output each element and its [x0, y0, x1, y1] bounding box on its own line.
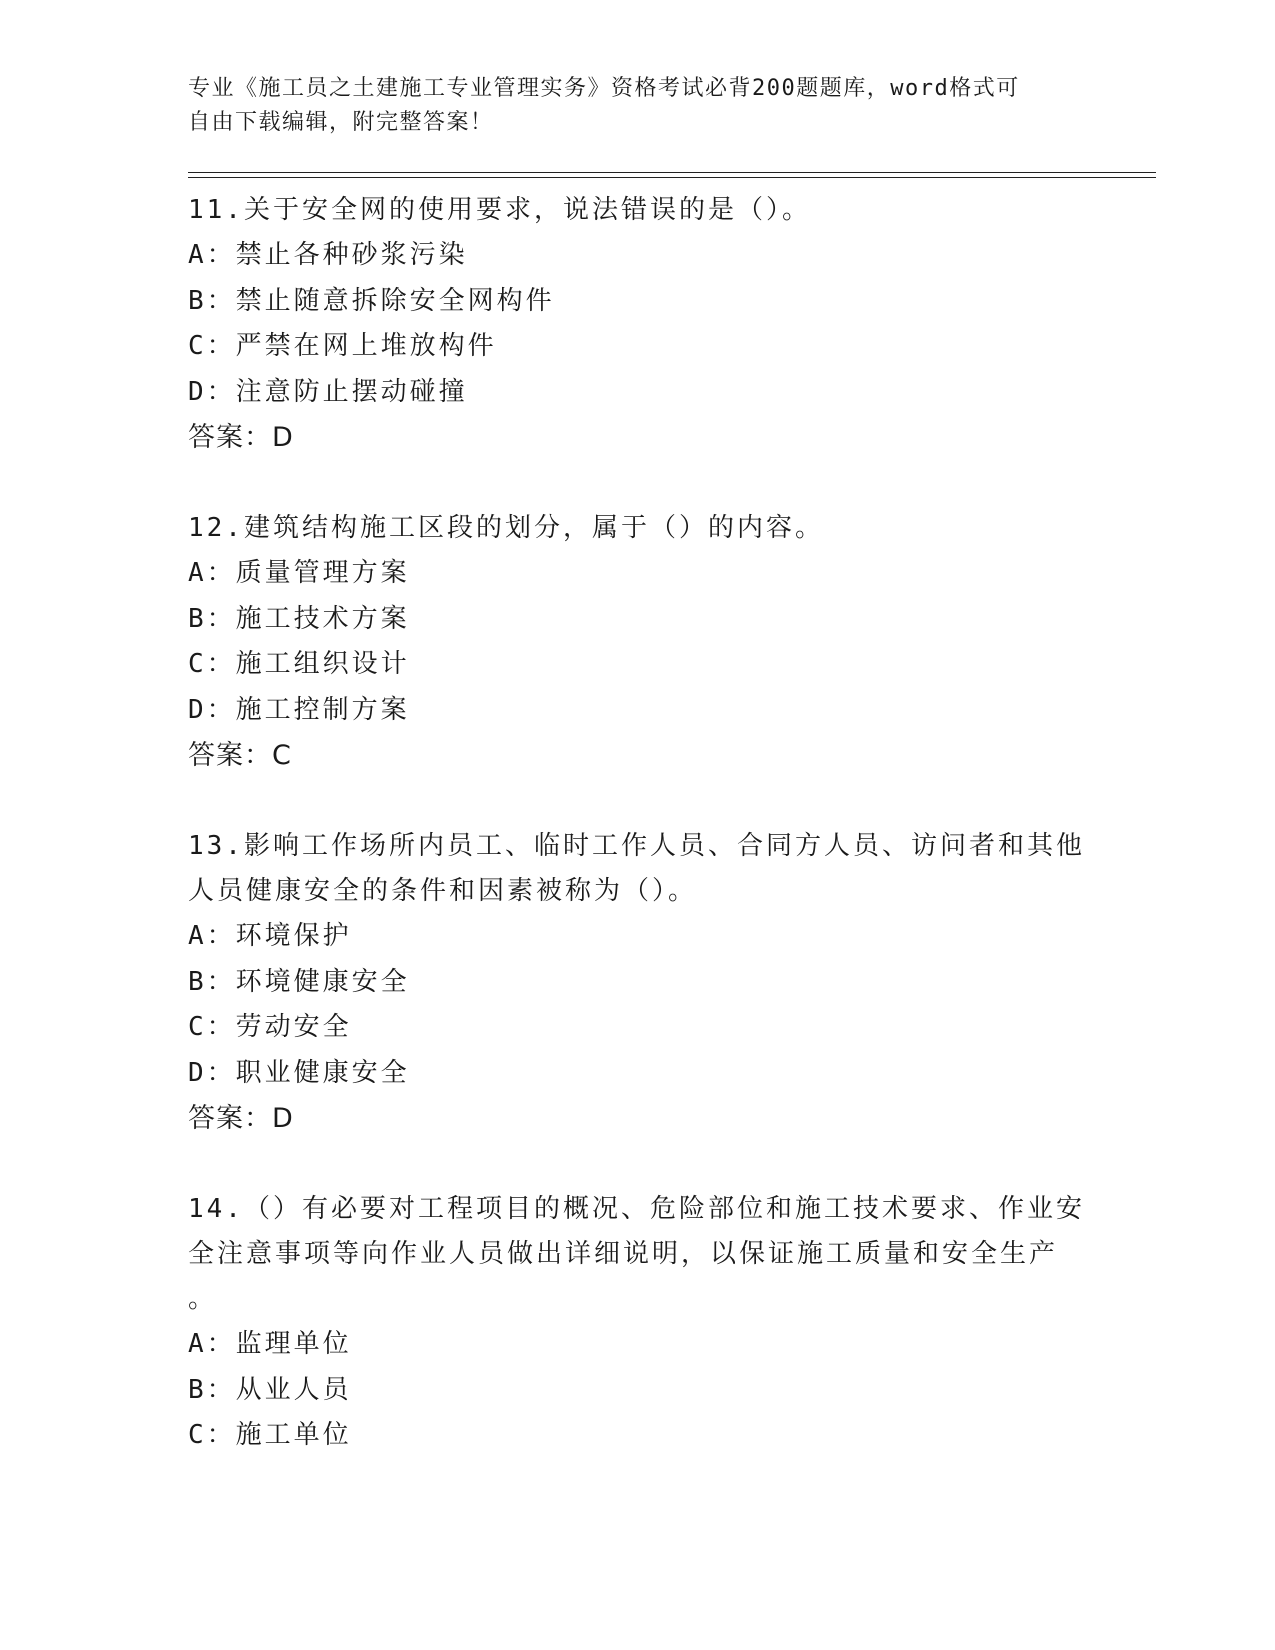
option-a: A：禁止各种砂浆污染 [188, 240, 468, 270]
question-14 [188, 1187, 1088, 1459]
question-stem-line-1: 13.影响工作场所内员工、临时工作人员、合同方人员、访问者和其他 [188, 831, 1085, 861]
option-c: C：严禁在网上堆放构件 [188, 331, 497, 361]
document-header [188, 72, 1088, 140]
option-b: B：从业人员 [188, 1374, 352, 1405]
question-list [188, 188, 1088, 1504]
option-a: A：质量管理方案 [188, 558, 410, 588]
question-stem: 11.关于安全网的使用要求，说法错误的是（）。 [188, 195, 811, 225]
option-b: B：环境健康安全 [188, 966, 410, 997]
option-b: B：施工技术方案 [188, 603, 410, 634]
answer: 答案：C [188, 740, 292, 771]
option-c: C：劳动安全 [188, 1012, 352, 1042]
answer: 答案：D [188, 1103, 294, 1134]
question-13 [188, 824, 1088, 1142]
answer: 答案：D [188, 422, 294, 453]
option-c: C：施工组织设计 [188, 649, 410, 679]
question-11 [188, 188, 1088, 461]
header-rule-bottom [188, 177, 1156, 178]
question-12 [188, 506, 1088, 779]
question-stem-line-2: 全注意事项等向作业人员做出详细说明，以保证施工质量和安全生产 [188, 1239, 1059, 1269]
option-d: D：职业健康安全 [188, 1057, 410, 1088]
question-stem: 12.建筑结构施工区段的划分，属于（）的内容。 [188, 513, 824, 543]
option-d: D：注意防止摆动碰撞 [188, 376, 468, 407]
header-rule-top [188, 172, 1156, 173]
option-b: B：禁止随意拆除安全网构件 [188, 285, 555, 316]
option-a: A：环境保护 [188, 921, 352, 951]
question-stem-line-1: 14.（）有必要对工程项目的概况、危险部位和施工技术要求、作业安 [188, 1194, 1085, 1224]
option-c: C：施工单位 [188, 1420, 352, 1450]
option-a: A：监理单位 [188, 1329, 352, 1359]
question-stem-line-2: 人员健康安全的条件和因素被称为（）。 [188, 876, 698, 906]
header-line-2: 自由下载编辑，附完整答案！ [188, 110, 494, 135]
header-line-1: 专业《施工员之土建施工专业管理实务》资格考试必背200题题库，word格式可 [188, 76, 1020, 101]
question-stem-line-3: 。 [188, 1284, 218, 1314]
option-d: D：施工控制方案 [188, 694, 410, 725]
